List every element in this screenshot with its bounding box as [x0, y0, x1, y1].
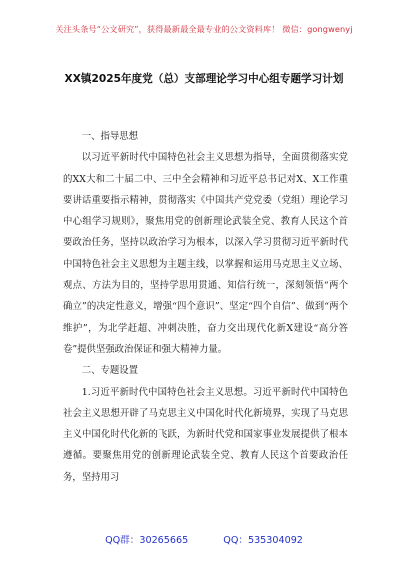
qq-group-number: QQ群：30265665: [105, 535, 189, 546]
footer-contact: [0, 532, 408, 546]
section-heading: 一、指导思想: [81, 131, 139, 142]
paragraph: 以习近平新时代中国特色社会主义思想为指导，全面贯彻落实党的XX大和二十届二中、三中全会精神和习近平总书记对X、X工作重要讲话重要指示精神，贯彻落实《中国共产党党委（党组）理论学习中心组学习规则》，聚焦用党的创新理论武装全党、教育人民这个首要政治任务，坚持以政治学习为根本，以深入学习贯彻习近平新时代中国特色社会主义思想为主题主线，以掌握和运用马克思主义立场、观点、方法为目的，坚持学思用贯通、知信行统一，深刻领悟“两个确立”的决定性意义，增强“四个意识”、坚定“四个自信”、做到“两个维护”，为北学赶超、冲刺决胜，奋力交出现代化新X建设“高分答卷”提供坚强政治保证和强大精神力量。: [63, 152, 348, 355]
section-heading: 二、专题设置: [81, 365, 139, 377]
qq-number: QQ：535304092: [223, 535, 303, 546]
document-body: [63, 126, 348, 488]
document-title: XX镇2025年度党（总）支部理论学习中心组专题学习计划: [64, 73, 344, 85]
promo-banner[interactable]: 关注头条号“公文研究”，获得最新最全最专业的公文资料库！ 微信：gongwenyj: [55, 24, 353, 34]
paragraph: 1.习近平新时代中国特色社会主义思想。习近平新时代中国特色社会主义思想开辟了马克思主义中国化时代化新境界，实现了马克思主义中国化时代化新的飞跃，为新时代党和国家事业发展提供了根本遵循。要聚焦用党的创新理论武装全党、教育人民这个首要政治任务，坚持用习: [63, 386, 348, 483]
